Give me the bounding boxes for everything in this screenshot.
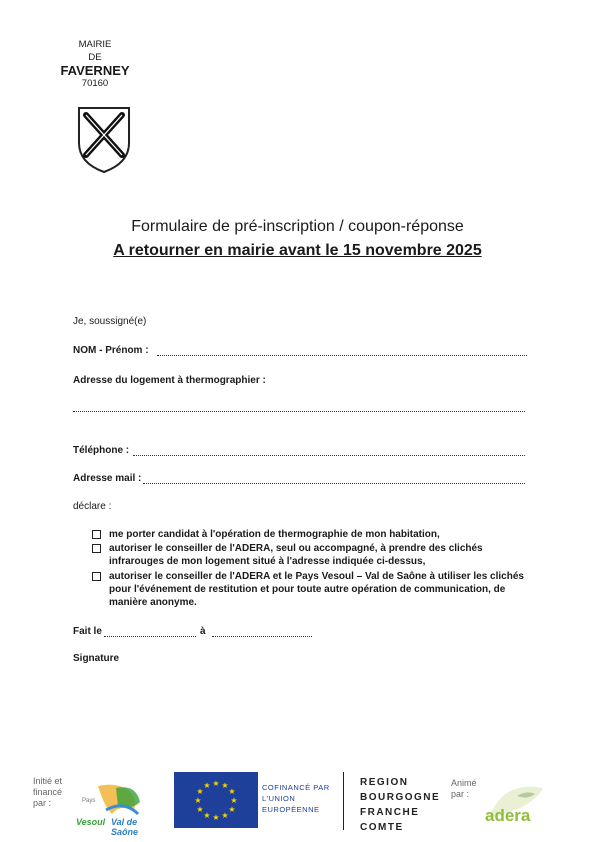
svg-text:★: ★	[194, 796, 202, 805]
de-label: DE	[88, 52, 102, 63]
nom-field[interactable]	[157, 355, 527, 356]
mairie-header	[40, 38, 150, 90]
telephone-field[interactable]	[133, 455, 525, 456]
svg-text:★: ★	[228, 787, 236, 796]
adera-label: adera	[485, 806, 531, 825]
option-cliches: autoriser le conseiller de l'ADERA, seul ou accompagné, à prendre des clichés infrarouges de mon logement situé à l'adresse indiquée ci-dessus,	[109, 543, 483, 567]
signature-label: Signature	[73, 653, 120, 664]
a-label: à	[200, 626, 206, 637]
nom-label: NOM - Prénom :	[73, 345, 149, 356]
date-field[interactable]	[104, 636, 196, 637]
form-deadline: A retourner en mairie avant le 15 novembre 2025	[113, 242, 482, 259]
footer-divider	[343, 772, 344, 830]
mail-label: Adresse mail :	[73, 473, 142, 484]
postal-code: 70160	[81, 78, 109, 89]
adresse-label: Adresse du logement à thermographier :	[73, 375, 266, 386]
checkbox-candidat[interactable]	[92, 530, 101, 539]
town-name: FAVERNEY	[60, 63, 130, 78]
adera-logo	[483, 778, 549, 830]
svg-text:★: ★	[221, 811, 229, 820]
pays-small-label: Pays	[82, 798, 96, 804]
option-communication: autoriser le conseiller de l'ADERA et le Pays Vesoul – Val de Saône à utiliser les clichés pour l'événement de restitution et pour toute autre opération de communication, de manière anonyme.	[109, 571, 524, 608]
option-candidat: me porter candidat à l'opération de thermographie de mon habitation,	[109, 529, 440, 540]
svg-text:★: ★	[203, 781, 211, 790]
svg-text:★: ★	[203, 811, 211, 820]
mairie-label: MAIRIE	[78, 39, 112, 50]
fait-le-label: Fait le	[73, 626, 102, 637]
eu-cofinance-text: COFINANCÉ PAR L'UNION EUROPÉENNE	[262, 783, 330, 814]
valdesaone-label: Val de Saône	[111, 817, 139, 837]
mail-field[interactable]	[143, 483, 525, 484]
telephone-label: Téléphone :	[73, 445, 130, 456]
soussigne-label: Je, soussigné(e)	[73, 316, 147, 327]
town-crest-icon	[76, 105, 132, 175]
vesoul-label: Vesoul	[76, 817, 106, 827]
adresse-field[interactable]	[73, 411, 525, 412]
checkbox-communication[interactable]	[92, 572, 101, 581]
svg-text:★: ★	[228, 805, 236, 814]
declare-label: déclare :	[73, 501, 112, 512]
pays-vesoul-logo	[76, 780, 166, 837]
svg-text:★: ★	[212, 779, 220, 788]
svg-text:★: ★	[196, 787, 204, 796]
anime-label: Animé par :	[451, 778, 477, 799]
initie-label: Initié et financé par :	[33, 776, 63, 808]
form-title: Formulaire de pré-inscription / coupon-réponse	[131, 218, 464, 235]
place-field[interactable]	[212, 636, 312, 637]
svg-text:★: ★	[230, 796, 238, 805]
checkbox-cliches[interactable]	[92, 544, 101, 553]
svg-text:★: ★	[196, 805, 204, 814]
eu-flag-icon	[174, 772, 258, 828]
svg-text:★: ★	[221, 781, 229, 790]
svg-text:★: ★	[212, 813, 220, 822]
region-bfc-text: REGION BOURGOGNE FRANCHE COMTE	[360, 777, 441, 833]
